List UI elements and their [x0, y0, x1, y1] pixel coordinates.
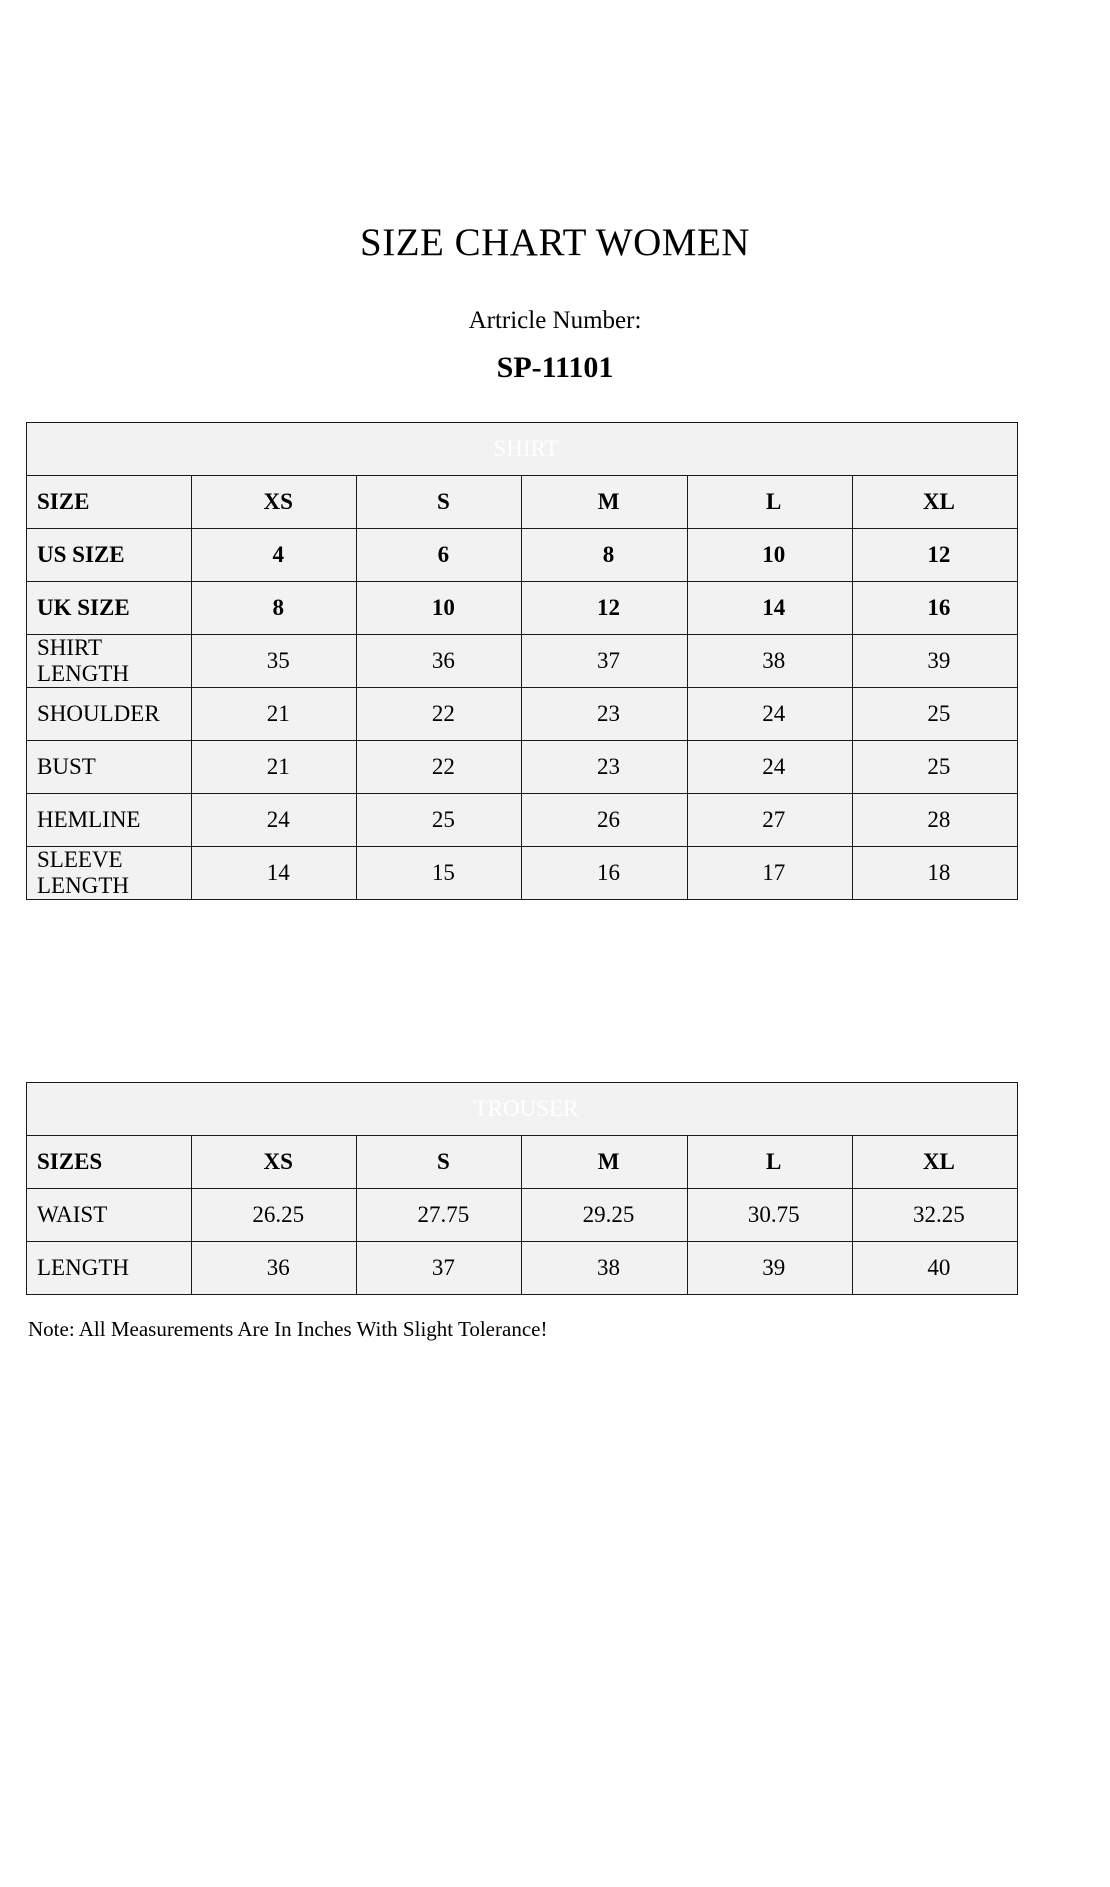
table-cell: 6 [357, 528, 522, 581]
table-cell: 27 [687, 793, 852, 846]
table-cell: XL [852, 475, 1017, 528]
table-cell: 16 [522, 846, 687, 899]
row-label: WAIST [27, 1188, 192, 1241]
table-row [27, 687, 1018, 740]
table-cell: 26.25 [192, 1188, 357, 1241]
table-cell: 26 [522, 793, 687, 846]
table-row [27, 581, 1018, 634]
table-cell: 24 [192, 793, 357, 846]
shirt-section-header [27, 422, 1018, 475]
table-cell: 32.25 [852, 1188, 1017, 1241]
table-cell: 27.75 [357, 1188, 522, 1241]
table-cell: 8 [522, 528, 687, 581]
table-row [27, 528, 1018, 581]
table-cell: S [357, 475, 522, 528]
table-row [27, 634, 1018, 687]
table-cell: XS [192, 1135, 357, 1188]
table-row [27, 475, 1018, 528]
table-cell: 25 [852, 687, 1017, 740]
row-label: UK SIZE [27, 581, 192, 634]
table-row [27, 846, 1018, 899]
table-cell: 39 [852, 634, 1017, 687]
article-label: Artricle Number: [468, 306, 642, 334]
table-cell: 24 [687, 740, 852, 793]
table-cell: 36 [357, 634, 522, 687]
table-cell: 35 [192, 634, 357, 687]
table-row [27, 1241, 1018, 1294]
table-cell: 10 [687, 528, 852, 581]
table-cell: 37 [522, 634, 687, 687]
row-label: LENGTH [27, 1241, 192, 1294]
shirt-size-table [26, 422, 1018, 900]
table-cell: 39 [687, 1241, 852, 1294]
table-cell: 14 [192, 846, 357, 899]
table-cell: 38 [687, 634, 852, 687]
article-number: SP-11101 [496, 350, 614, 384]
table-cell: 15 [357, 846, 522, 899]
row-label: SHOULDER [27, 687, 192, 740]
table-cell: 12 [852, 528, 1017, 581]
size-chart-page [0, 222, 1110, 1887]
row-label: SIZES [27, 1135, 192, 1188]
table-cell: 30.75 [687, 1188, 852, 1241]
trouser-section-header [27, 1082, 1018, 1135]
row-label: SHIRT LENGTH [27, 634, 192, 687]
shirt-section-title: SHIRT [27, 422, 1018, 475]
table-cell: L [687, 1135, 852, 1188]
trouser-section-title: TROUSER [27, 1082, 1018, 1135]
table-cell: 17 [687, 846, 852, 899]
table-cell: 28 [852, 793, 1017, 846]
table-cell: 23 [522, 687, 687, 740]
table-cell: 21 [192, 687, 357, 740]
table-row [27, 1188, 1018, 1241]
table-cell: 18 [852, 846, 1017, 899]
table-row [27, 740, 1018, 793]
measurement-note: Note: All Measurements Are In Inches With Slight Tolerance! [28, 1316, 548, 1341]
shirt-table-container [26, 422, 1084, 900]
table-cell: 23 [522, 740, 687, 793]
page-title: SIZE CHART WOMEN [360, 221, 750, 264]
table-cell: M [522, 1135, 687, 1188]
trouser-table-container [26, 1082, 1084, 1295]
row-label: BUST [27, 740, 192, 793]
table-cell: 25 [852, 740, 1017, 793]
table-cell: XL [852, 1135, 1017, 1188]
table-cell: 4 [192, 528, 357, 581]
table-cell: M [522, 475, 687, 528]
table-cell: L [687, 475, 852, 528]
trouser-size-table [26, 1082, 1018, 1295]
table-cell: 25 [357, 793, 522, 846]
table-cell: 36 [192, 1241, 357, 1294]
table-row [27, 793, 1018, 846]
table-cell: 12 [522, 581, 687, 634]
table-cell: 37 [357, 1241, 522, 1294]
table-cell: XS [192, 475, 357, 528]
table-cell: 16 [852, 581, 1017, 634]
row-label: SIZE [27, 475, 192, 528]
table-cell: S [357, 1135, 522, 1188]
table-cell: 14 [687, 581, 852, 634]
table-cell: 40 [852, 1241, 1017, 1294]
row-label: US SIZE [27, 528, 192, 581]
table-cell: 22 [357, 740, 522, 793]
table-row [27, 1135, 1018, 1188]
table-cell: 38 [522, 1241, 687, 1294]
table-cell: 21 [192, 740, 357, 793]
table-cell: 29.25 [522, 1188, 687, 1241]
row-label: HEMLINE [27, 793, 192, 846]
row-label: SLEEVE LENGTH [27, 846, 192, 899]
table-cell: 24 [687, 687, 852, 740]
table-cell: 8 [192, 581, 357, 634]
table-cell: 10 [357, 581, 522, 634]
table-cell: 22 [357, 687, 522, 740]
